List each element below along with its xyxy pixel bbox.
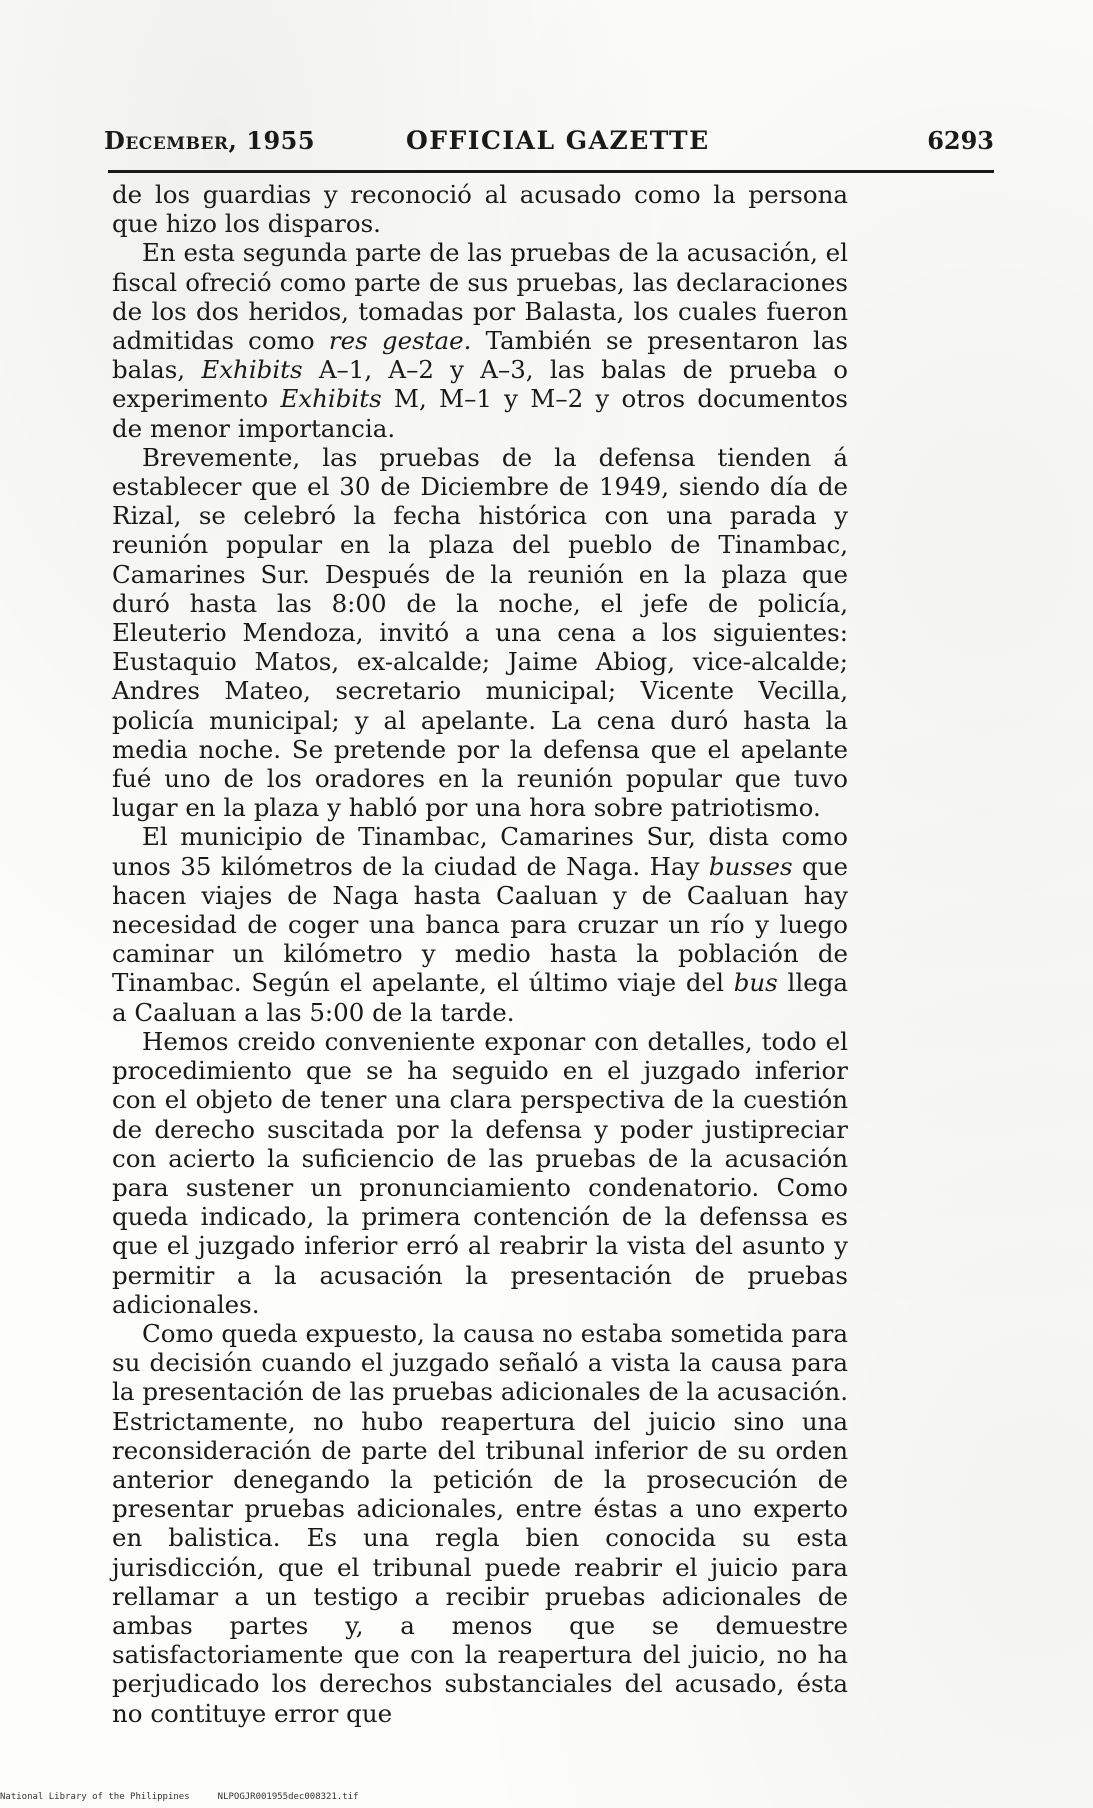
footer-source: National Library of the Philippines xyxy=(0,1792,190,1802)
scan-footer xyxy=(0,1792,359,1802)
header-date: December, 1955 xyxy=(104,126,316,155)
page-header xyxy=(104,126,994,162)
paragraph-5: Hemos creido conveniente exponar con detalles, todo el procedimiento que se ha seguido en el juzgado inferior con el objeto de tener una clara perspectiva de la cuestión de derecho suscitada por la defensa y poder justipreciar con acierto la suficiencio de las pruebas de la acusación para sustener un pronunciamiento condenatorio. Como queda indicado, la primera contención de la defenssa es que el juzgado inferior erró al reabrir la vista del asunto y permitir a la acusación la presentación de pruebas adicionales. xyxy=(112,1026,848,1319)
body-text xyxy=(112,180,848,1728)
header-rule xyxy=(108,170,994,173)
header-publication-title: OFFICIAL GAZETTE xyxy=(406,126,710,155)
header-page-number: 6293 xyxy=(927,126,994,155)
paragraph-3: Brevemente, las pruebas de la defensa tienden á establecer que el 30 de Diciembre de 1949, siendo día de Rizal, se celebró la fecha histórica con una parada y reunión popular en la plaza del pueblo de Tinambac, Camarines Sur. Después de la reunión en la plaza que duró hasta las 8:00 de la noche, el jefe de policía, Eleuterio Mendoza, invitó a una cena a los siguientes: Eustaquio Matos, ex-alcalde; Jaime Abiog, vice-alcalde; Andres Mateo, secretario municipal; Vicente Vecilla, policía municipal; y al apelante. La cena duró hasta la media noche. Se pretende por la defensa que el apelante fué uno de los oradores en la reunión popular que tuvo lugar en la plaza y habló por una hora sobre patriotismo. xyxy=(112,442,848,823)
paragraph-4: El municipio de Tinambac, Camarines Sur, dista como unos 35 kilómetros de la ciudad de Naga. Hay busses que hacen viajes de Naga hasta Caaluan y de Caaluan hay necesidad de coger una banca para cruzar un río y luego caminar un kilómetro y medio hasta la población de Tinambac. Según el apelante, el último viaje del bus llega a Caaluan a las 5:00 de la tarde. xyxy=(112,822,848,1027)
footer-file: NLPOGJR001955dec008321.tif xyxy=(217,1792,359,1802)
paragraph-6: Como queda expuesto, la causa no estaba sometida para su decisión cuando el juzgado señaló a vista la causa para la presentación de las pruebas adicionales de la acusación. Estrictamente, no hubo reapertura del juicio sino una reconsideración de parte del tribunal inferior de su orden anterior denegando la petición de la prosecución de presentar pruebas adicionales, entre éstas a uno experto en balistica. Es una regla bien conocida su esta jurisdicción, que el tribunal puede reabrir el juicio para rellamar a un testigo a recibir pruebas adicionales de ambas partes y, a menos que se demuestre satisfactoriamente que con la reapertura del juicio, no ha perjudicado los derechos substanciales del acusado, ésta no contituye error que xyxy=(112,1318,848,1728)
paragraph-2: En esta segunda parte de las pruebas de la acusación, el fiscal ofreció como parte de sus pruebas, las declaraciones de los dos heridos, tomadas por Balasta, los cuales fueron admitidas como res gestae. También se presentaron las balas, Exhibits A–1, A–2 y A–3, las balas de prueba o experimento Exhibits M, M–1 y M–2 y otros documentos de menor importancia. xyxy=(112,238,848,443)
paragraph-1: de los guardias y reconoció al acusado como la persona que hizo los disparos. xyxy=(112,180,848,239)
